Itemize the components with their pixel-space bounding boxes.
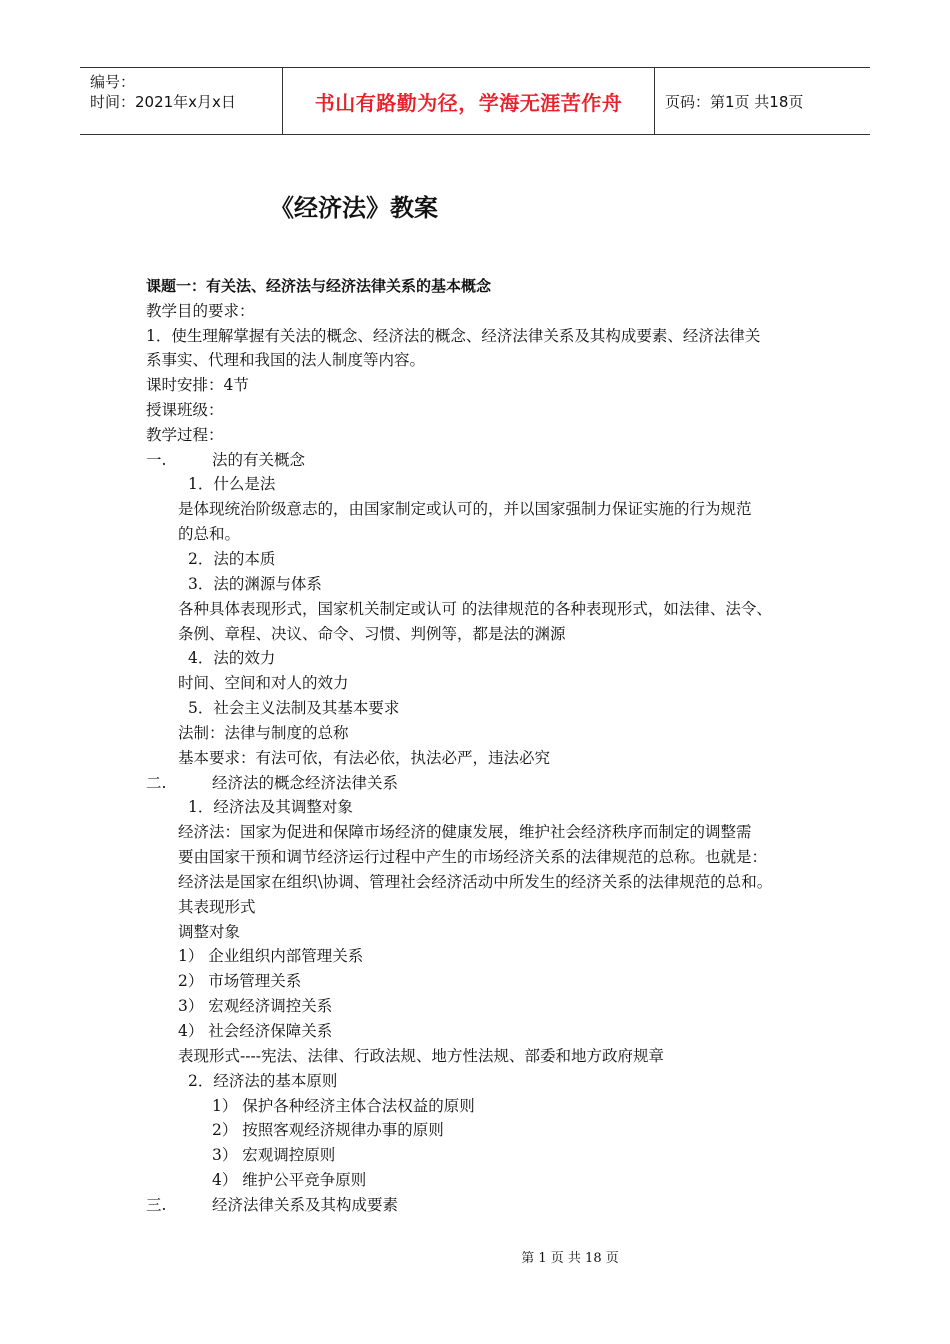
- text-line: 调整对象: [178, 923, 241, 941]
- header-page-cell: [655, 68, 870, 134]
- header-left-cell: [80, 68, 283, 134]
- header-table: [80, 67, 870, 135]
- text-line: 时间、空间和对人的效力: [178, 674, 349, 692]
- text-line: 是体现统治阶级意志的，由国家制定或认可的，并以国家强制力保证实施的行为规范: [178, 500, 752, 518]
- text-line: 各种具体表现形式，国家机关制定或认可 的法律规范的各种表现形式，如法律、法令、: [178, 600, 772, 618]
- number-label: 编号：: [90, 73, 136, 91]
- text-line: 系事实、代理和我国的法人制度等内容。: [146, 351, 426, 369]
- motto-text: 书山有路勤为径，学海无涯苦作舟: [314, 90, 623, 115]
- text-line: 要由国家干预和调节经济运行过程中产生的市场经济关系的法律规范的总称。也就是：: [178, 848, 768, 866]
- page-footer: 第 1 页 共 18 页: [521, 1251, 619, 1266]
- section-heading: 经济法的概念经济法律关系: [212, 774, 399, 792]
- text-line: 条例、章程、决议、命令、习惯、判例等，都是法的渊源: [178, 625, 566, 643]
- list-item: 4） 社会经济保障关系: [178, 1022, 333, 1040]
- text-line: 授课班级：: [146, 401, 224, 419]
- section-heading: 经济法律关系及其构成要素: [212, 1196, 399, 1214]
- section-number: 一.: [146, 451, 167, 469]
- list-item: 1） 保护各种经济主体合法权益的原则: [212, 1097, 475, 1115]
- text-line: 教学过程：: [146, 426, 224, 444]
- section-heading: 法的有关概念: [212, 451, 306, 469]
- text-line: 基本要求：有法可依，有法必依，执法必严，违法必究: [178, 749, 551, 767]
- document-title: 《经济法》教案: [270, 194, 438, 222]
- text-line: 2．法的本质: [188, 550, 276, 568]
- text-line: 教学目的要求：: [146, 302, 255, 320]
- text-line: 4．法的效力: [188, 649, 276, 667]
- text-line: 3．法的渊源与体系: [188, 575, 322, 593]
- list-item: 1） 企业组织内部管理关系: [178, 947, 364, 965]
- list-item: 2） 按照客观经济规律办事的原则: [212, 1121, 444, 1139]
- header-motto-cell: [283, 68, 655, 134]
- list-item: 4） 维护公平竞争原则: [212, 1171, 367, 1189]
- section-number: 三.: [146, 1196, 167, 1214]
- section-number: 二.: [146, 774, 167, 792]
- text-line: 经济法是国家在组织\协调、管理社会经济活动中所发生的经济关系的法律规范的总和。: [178, 873, 773, 891]
- text-line: 2．经济法的基本原则: [188, 1072, 338, 1090]
- text-line: 经济法：国家为促进和保障市场经济的健康发展，维护社会经济秩序而制定的调整需: [178, 823, 752, 841]
- list-item: 3） 宏观经济调控关系: [178, 997, 333, 1015]
- text-line: 表现形式----宪法、法律、行政法规、地方性法规、部委和地方政府规章: [178, 1047, 664, 1065]
- list-item: 3） 宏观调控原则: [212, 1146, 336, 1164]
- lesson-topic: 课题一：有关法、经济法与经济法律关系的基本概念: [146, 277, 492, 295]
- text-line: 其表现形式: [178, 898, 256, 916]
- text-line: 1．使生理解掌握有关法的概念、经济法的概念、经济法律关系及其构成要素、经济法律关: [146, 327, 761, 345]
- time-label: 时间：2021年x月x日: [90, 93, 236, 111]
- list-item: 2） 市场管理关系: [178, 972, 302, 990]
- text-line: 法制：法律与制度的总称: [178, 724, 349, 742]
- page-info: 页码：第1页 共18页: [665, 92, 804, 111]
- text-line: 1．经济法及其调整对象: [188, 798, 353, 816]
- text-line: 5．社会主义法制及其基本要求: [188, 699, 400, 717]
- text-line: 1．什么是法: [188, 475, 276, 493]
- text-line: 的总和。: [178, 525, 241, 543]
- text-line: 课时安排：4节: [146, 376, 249, 394]
